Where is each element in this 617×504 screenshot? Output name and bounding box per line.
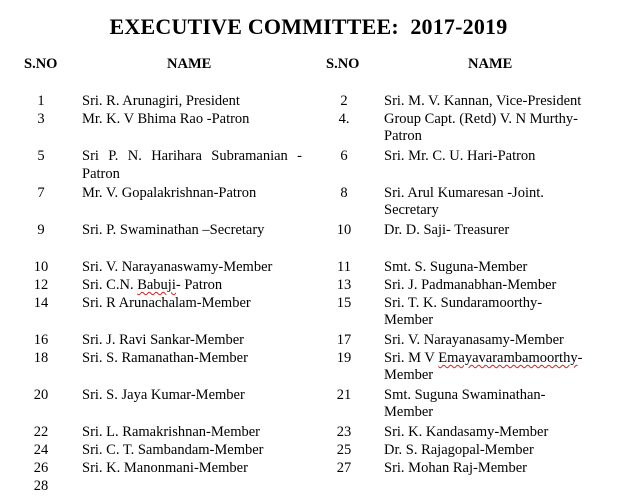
right-row-sno: 10 (336, 222, 352, 238)
left-row-name: Sri. V. Narayanaswamy-Member (82, 259, 273, 275)
name-header-left: NAME (167, 56, 212, 72)
left-row-sno: 26 (33, 460, 49, 476)
spellcheck-flagged-word: Emayavarambamoorthy (438, 350, 578, 366)
right-row-name: Sri. V. Narayanasamy-Member (384, 332, 564, 348)
right-row-name: Dr. D. Saji- Treasurer (384, 222, 510, 238)
right-row-name: Sri. M. V. Kannan, Vice-President (384, 93, 582, 109)
right-row-name-line1: Smt. Suguna Swaminathan- (384, 387, 546, 403)
name-prefix: Sri. M V (384, 350, 439, 366)
right-row-sno: 2 (340, 93, 348, 109)
left-row-name: Mr. K. V Bhima Rao -Patron (82, 111, 250, 127)
left-row-sno: 12 (33, 277, 49, 293)
name-suffix: - (577, 350, 583, 366)
left-row-name: Sri. J. Ravi Sankar-Member (82, 332, 244, 348)
right-row-name: Sri. Mr. C. U. Hari-Patron (384, 148, 536, 164)
left-row-name: Sri. S. Ramanathan-Member (82, 350, 248, 366)
right-row-sno: 27 (336, 460, 352, 476)
left-row-name (82, 277, 222, 295)
right-row-sno: 23 (336, 424, 352, 440)
right-row-sno: 15 (336, 295, 352, 311)
name-suffix: - Patron (175, 277, 223, 293)
right-row-name-line2: Secretary (384, 202, 439, 218)
name-prefix: Sri. C.N. (82, 277, 138, 293)
right-row-sno: 13 (336, 277, 352, 293)
right-row-name-line2: Member (384, 367, 434, 383)
left-row-sno: 20 (33, 387, 49, 403)
left-row-name: Mr. V. Gopalakrishnan-Patron (82, 185, 257, 201)
right-row-name: Sri. J. Padmanabhan-Member (384, 277, 557, 293)
left-row-sno: 14 (33, 295, 49, 311)
right-row-name-line2: Member (384, 312, 434, 328)
right-row-sno: 11 (337, 259, 351, 275)
spellcheck-flagged-word: Babuji (137, 277, 176, 293)
right-row-name-line2: Patron (384, 128, 422, 144)
name-header-right: NAME (468, 56, 513, 72)
sno-header-left: S.NO (24, 56, 58, 72)
sno-header-right: S.NO (326, 56, 360, 72)
right-row-sno: 4. (338, 111, 350, 127)
left-row-name: Sri. C. T. Sambandam-Member (82, 442, 264, 458)
left-row-sno: 7 (37, 185, 45, 201)
right-row-name: Sri. K. Kandasamy-Member (384, 424, 549, 440)
left-row-sno: 24 (33, 442, 49, 458)
right-row-sno: 17 (336, 332, 352, 348)
left-row-name: Sri. L. Ramakrishnan-Member (82, 424, 260, 440)
right-row-name-line1: Group Capt. (Retd) V. N Murthy- (384, 111, 578, 127)
right-row-sno: 21 (336, 387, 352, 403)
right-row-sno: 25 (336, 442, 352, 458)
page-title: EXECUTIVE COMMITTEE: 2017-2019 (109, 14, 508, 39)
left-row-sno: 9 (37, 222, 45, 238)
right-row-sno: 8 (340, 185, 348, 201)
left-row-name: Sri. S. Jaya Kumar-Member (82, 387, 245, 403)
left-row-sno: 3 (37, 111, 45, 127)
left-row-name: Sri. R Arunachalam-Member (82, 295, 251, 311)
left-row-sno: 18 (33, 350, 49, 366)
left-row-sno: 5 (37, 148, 45, 164)
left-row-sno: 1 (37, 93, 45, 109)
right-row-name-line1 (384, 350, 582, 368)
left-row-sno: 16 (33, 332, 49, 348)
right-row-name-line1: Sri. Arul Kumaresan -Joint. (384, 185, 544, 201)
right-row-name-line1: Sri. T. K. Sundaramoorthy- (384, 295, 543, 311)
left-row-sno: 10 (33, 259, 49, 275)
left-row-name: Sri P. N. Harihara Subramanian - Patron (82, 148, 302, 182)
right-row-name-line2: Member (384, 404, 434, 420)
left-row-sno: 22 (33, 424, 49, 440)
right-row-name: Sri. Mohan Raj-Member (384, 460, 527, 476)
right-row-sno: 6 (340, 148, 348, 164)
right-row-name: Dr. S. Rajagopal-Member (384, 442, 534, 458)
left-row-name: Sri. R. Arunagiri, President (82, 93, 240, 109)
right-row-name: Smt. S. Suguna-Member (384, 259, 528, 275)
right-row-sno: 19 (336, 350, 352, 366)
left-row-name: Sri. K. Manonmani-Member (82, 460, 248, 476)
left-row-sno: 28 (33, 478, 49, 494)
left-row-name: Sri. P. Swaminathan –Secretary (82, 222, 265, 238)
